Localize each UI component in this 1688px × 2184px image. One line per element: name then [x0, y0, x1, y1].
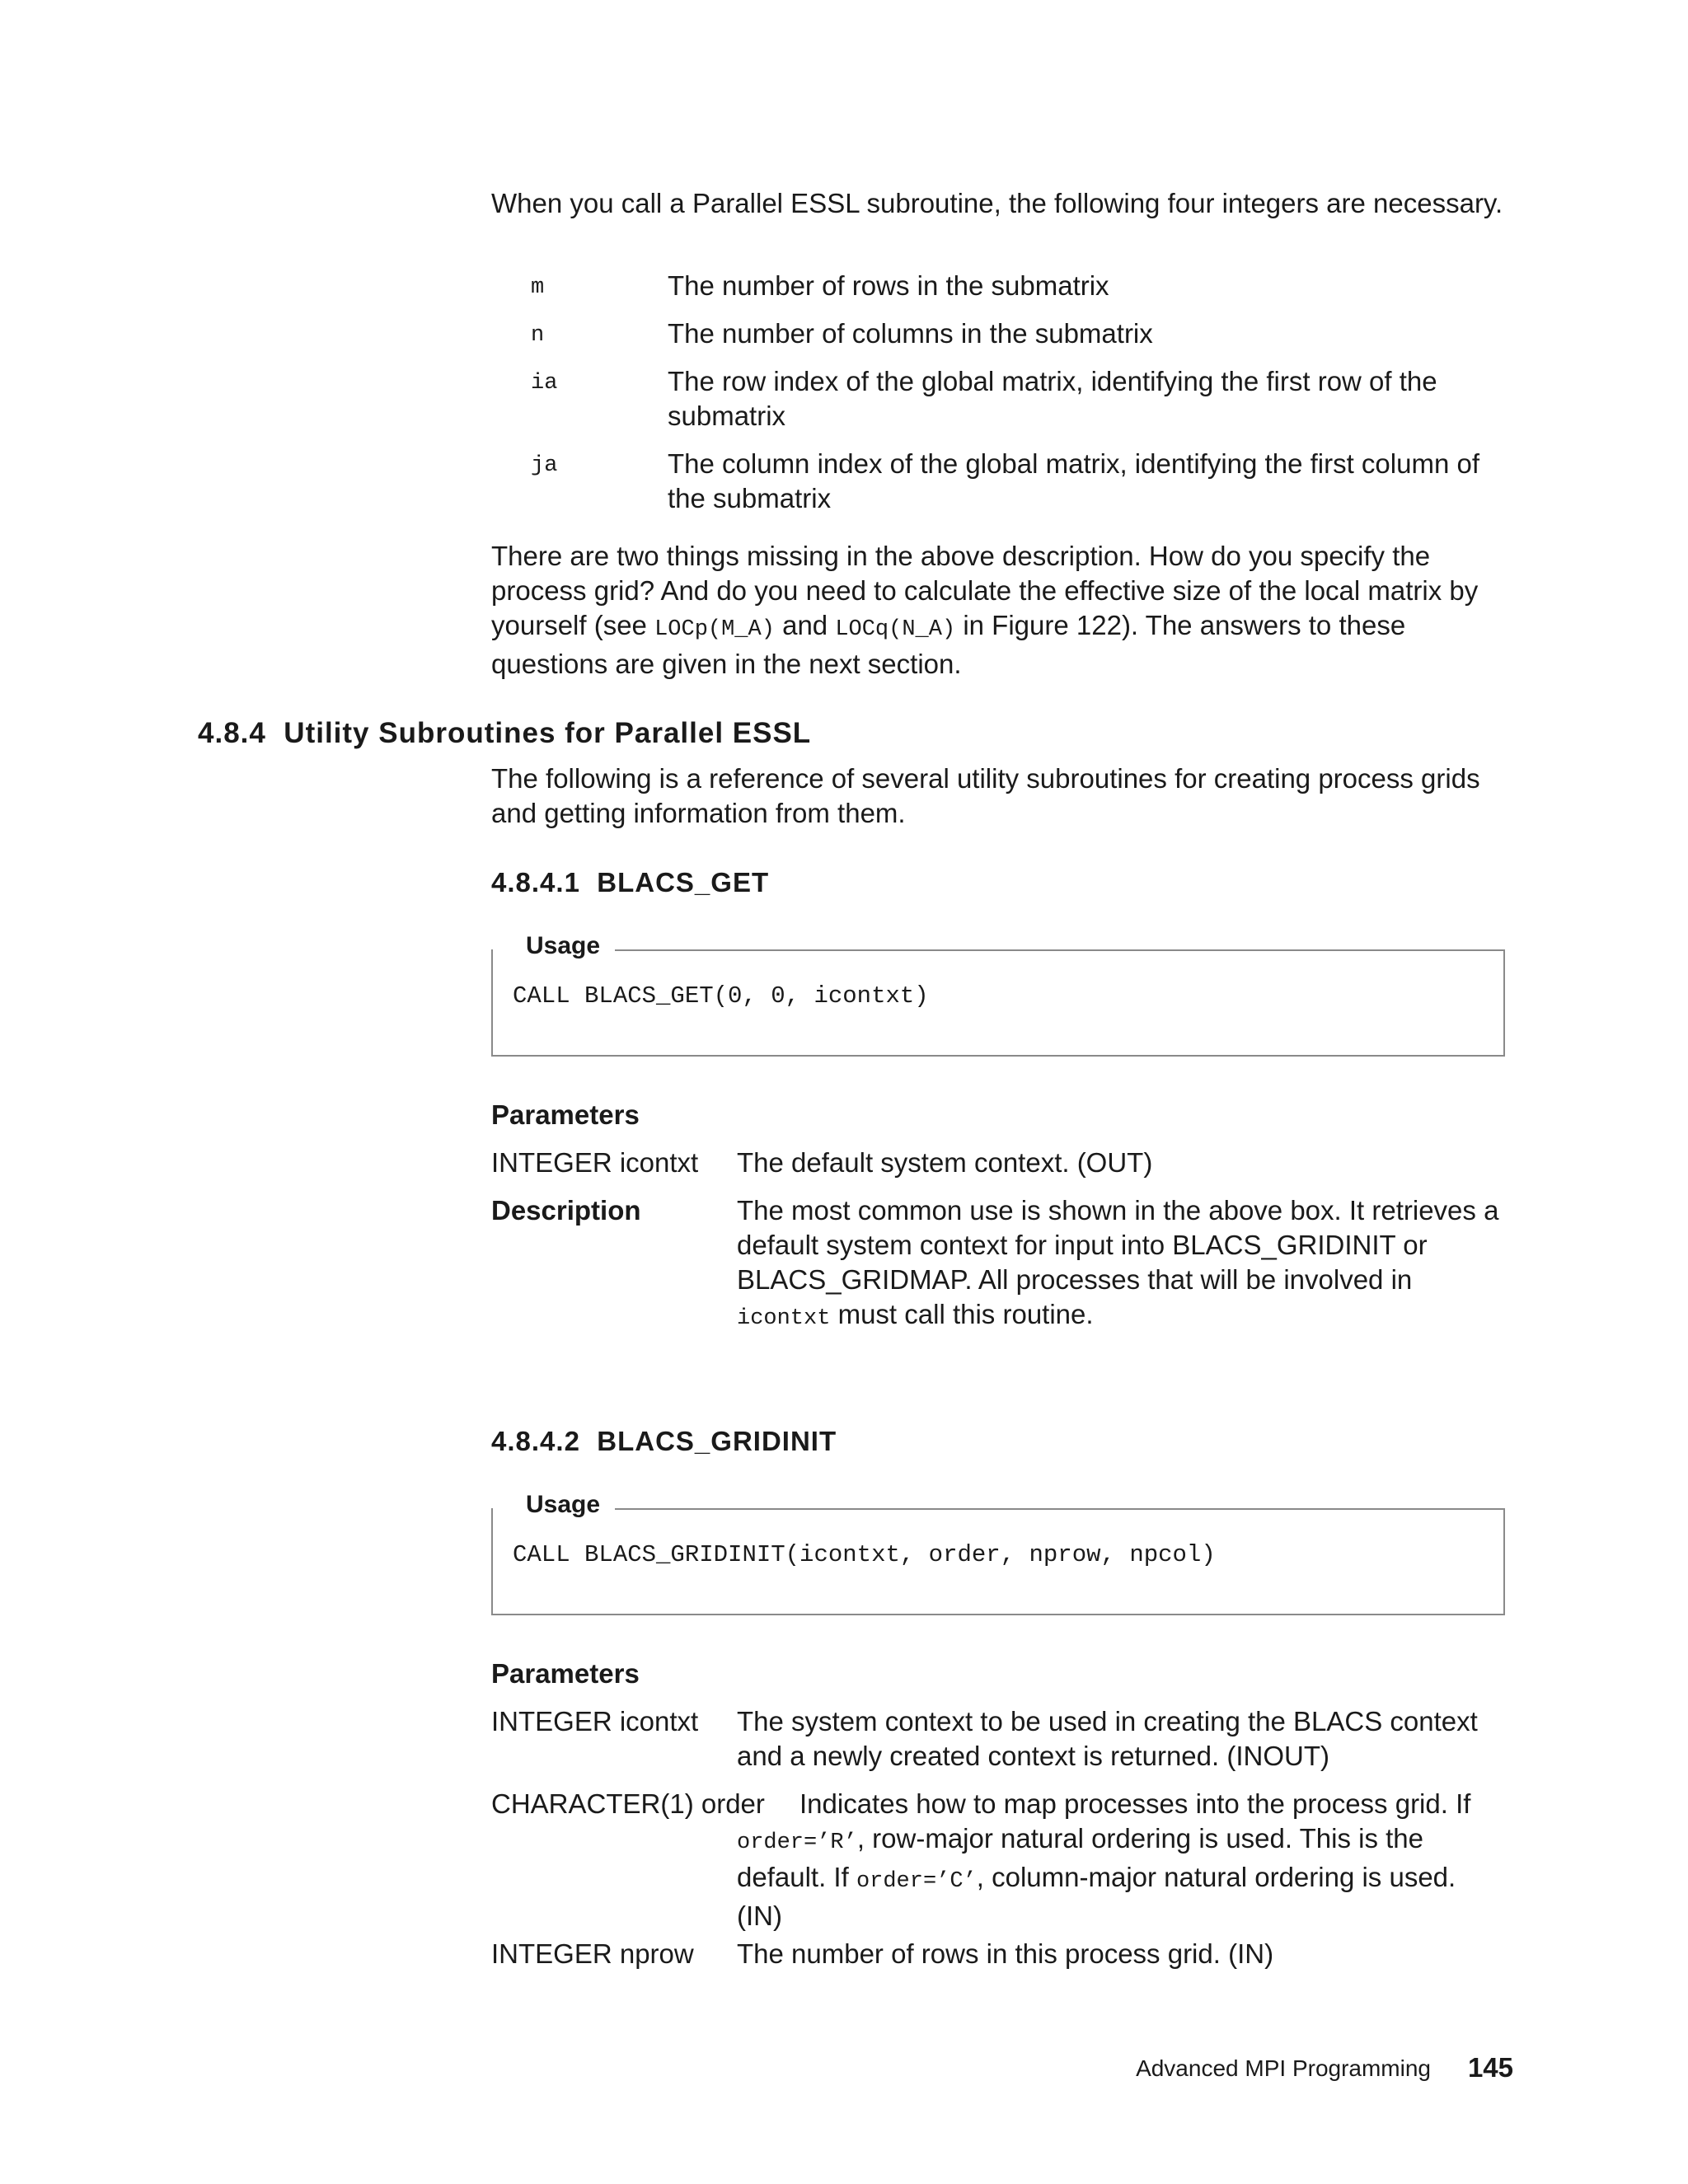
- def-desc: The number of rows in the submatrix: [668, 270, 1109, 301]
- missing-text-2: and: [774, 610, 836, 640]
- def-term: ia: [531, 371, 558, 396]
- inline-code-locp: LOCp(M_A): [654, 617, 775, 642]
- order-desc-b: , row-major natural ordering is used. This is the default. If: [737, 1823, 1424, 1892]
- missing-text-3: in Figure 122). The answers to these questions are given in the next section.: [491, 610, 1406, 679]
- blacs-get-usage-box: [491, 932, 1505, 1057]
- order-desc-c: , column-major natural ordering is used. (IN): [737, 1862, 1456, 1931]
- def-term: ja: [531, 453, 558, 478]
- param-term: INTEGER icontxt: [491, 1706, 699, 1736]
- blacs-get-param-icontxt: [491, 1146, 1513, 1182]
- integer-definition-list: [491, 269, 1513, 516]
- param-desc: The number of rows in this process grid. (IN): [737, 1938, 1274, 1969]
- def-desc: The row index of the global matrix, identifying the first row of the submatrix: [668, 366, 1437, 431]
- param-desc: [737, 1787, 1503, 1933]
- footer-title: Advanced MPI Programming: [1136, 2055, 1431, 2081]
- description-tail: must call this routine.: [830, 1299, 1094, 1329]
- def-desc: The column index of the global matrix, identifying the first column of the submatrix: [668, 448, 1479, 513]
- missing-text-1: There are two things missing in the above description. How do you specify the process grid? And do you need to calculate the effective size of the local matrix by yourself (see: [491, 541, 1479, 640]
- blacs-get-usage-code: CALL BLACS_GET(0, 0, icontxt): [513, 982, 929, 1010]
- def-desc: The number of columns in the submatrix: [668, 318, 1153, 349]
- page-number: 145: [1467, 2052, 1513, 2083]
- inline-code-icontxt: icontxt: [737, 1306, 831, 1331]
- def-term: m: [531, 275, 545, 300]
- order-desc-a: Indicates how to map processes into the process grid. If: [799, 1788, 1471, 1819]
- blacs-gridinit-parameters-heading: Parameters: [491, 1658, 640, 1689]
- description-body: The most common use is shown in the above box. It retrieves a default system context for input into BLACS_GRIDINIT or BLACS_GRIDMAP. All processes that will be involved in: [737, 1195, 1499, 1295]
- blacs-get-parameters-heading: Parameters: [491, 1099, 640, 1130]
- param-desc: The default system context. (OUT): [737, 1147, 1153, 1178]
- section-title: 4.8.4 Utility Subroutines for Parallel ESSL: [198, 717, 812, 749]
- def-term: n: [531, 323, 545, 348]
- description-label: Description: [491, 1195, 641, 1226]
- usage-label: Usage: [493, 1488, 615, 1521]
- description-text: [737, 1193, 1503, 1336]
- blacs-get-description: [491, 1193, 1513, 1333]
- intro-lead: When you call a Parallel ESSL subroutine, the following four integers are necessary.: [491, 188, 1503, 218]
- inline-code-order-r: order=’R’: [737, 1830, 857, 1855]
- blacs-gridinit-title: 4.8.4.2 BLACS_GRIDINIT: [491, 1426, 837, 1456]
- param-term: INTEGER nprow: [491, 1938, 694, 1969]
- inline-code-locq: LOCq(N_A): [835, 617, 956, 642]
- missing-paragraph: [491, 539, 1513, 682]
- blacs-get-title: 4.8.4.1 BLACS_GET: [491, 867, 770, 898]
- param-term: INTEGER icontxt: [491, 1147, 699, 1178]
- blacs-gridinit-param-nprow: [491, 1937, 1513, 1973]
- param-term: CHARACTER(1) order: [491, 1788, 765, 1819]
- usage-label: Usage: [493, 930, 615, 963]
- section-lead: The following is a reference of several utility subroutines for creating process grids and getting information from them.: [491, 763, 1480, 828]
- page-footer: [1136, 2052, 1513, 2085]
- param-desc: The system context to be used in creating the BLACS context and a newly created context is returned. (INOUT): [737, 1706, 1478, 1771]
- blacs-gridinit-param-icontxt: [491, 1704, 1513, 1775]
- blacs-gridinit-usage-box: [491, 1491, 1505, 1615]
- blacs-gridinit-usage-code: CALL BLACS_GRIDINIT(icontxt, order, nprow, npcol): [513, 1541, 1216, 1568]
- inline-code-order-c: order=’C’: [856, 1869, 977, 1894]
- blacs-gridinit-param-order: [491, 1787, 1513, 1931]
